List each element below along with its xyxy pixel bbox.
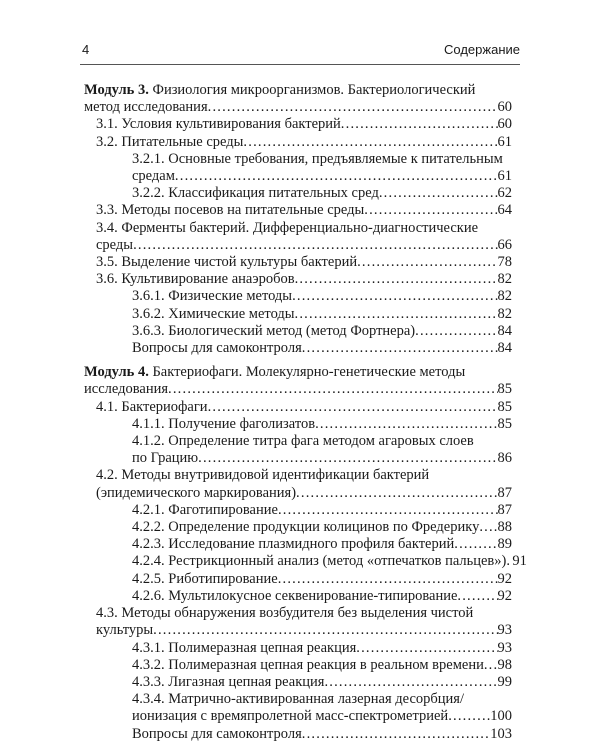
dot-leader — [168, 381, 497, 398]
page-ref: 99 — [497, 673, 512, 690]
toc-entry-line — [96, 254, 512, 271]
toc-entry-title: 4.2.5. Риботипирование — [132, 570, 278, 587]
page-ref: 60 — [497, 116, 512, 133]
toc-entry-title: 4.3.4. Матрично-активированная лазерная десорбция/ — [132, 691, 464, 708]
toc-entry-line — [132, 519, 512, 536]
toc-entry-title: 3.2.2. Классификация питательных сред — [132, 185, 379, 202]
dot-leader — [208, 399, 498, 416]
toc-entry-text — [96, 467, 429, 484]
dot-leader — [479, 519, 497, 536]
toc-entry-line — [132, 416, 512, 433]
toc-entry-line — [132, 657, 512, 674]
toc-subsection-entry — [84, 640, 512, 657]
toc-entry-title: 3.4. Ферменты бактерий. Дифференциально-диагностические — [96, 219, 479, 236]
toc-module-entry — [84, 364, 512, 398]
toc-entry-title: ионизация с времяпролетной масс-спектрометрией — [132, 708, 449, 725]
toc-subsection-entry — [84, 674, 512, 691]
toc-entry-text — [132, 323, 415, 340]
toc-entry-title: 4.2.3. Исследование плазмидного профиля бактерий — [132, 536, 455, 553]
toc-entry-title: по Грацию — [132, 450, 199, 467]
toc-entry-title: средам — [132, 168, 175, 185]
toc-entry-text — [84, 381, 168, 398]
toc-subsection-entry — [84, 416, 512, 433]
toc-entry-line — [132, 588, 512, 605]
page-ref: 84 — [497, 322, 512, 339]
toc-entry-text — [96, 220, 478, 237]
dot-leader — [364, 202, 497, 219]
toc-subsection-entry — [84, 433, 512, 467]
toc-entry-line — [96, 467, 512, 484]
toc-section-entry — [84, 116, 512, 133]
toc-entry-line — [132, 340, 512, 357]
page-ref: 85 — [497, 398, 512, 415]
toc-section-entry — [84, 467, 512, 501]
toc-entry-line — [132, 571, 512, 588]
toc-entry-line — [96, 485, 512, 502]
toc-entry-text — [96, 622, 153, 639]
toc-section-entry — [84, 605, 512, 639]
toc-entry-text — [132, 708, 448, 725]
toc-entry-line — [96, 399, 512, 416]
toc-entry-text — [96, 605, 473, 622]
toc-entry-title: 4.3.3. Лигазная цепная реакция — [132, 673, 325, 690]
dot-leader — [324, 674, 497, 691]
page-ref: 88 — [497, 519, 512, 536]
page-ref: 82 — [497, 305, 512, 322]
dot-leader — [357, 254, 497, 271]
toc-entry-text — [84, 82, 475, 99]
toc-entry-line — [96, 622, 512, 639]
dot-leader — [278, 571, 498, 588]
toc-subsection-entry — [84, 553, 527, 570]
page-ref: 87 — [497, 501, 512, 518]
toc-entry-title: 3.6.3. Биологический метод (метод Фортнера) — [132, 322, 416, 339]
page-ref: 89 — [497, 536, 512, 553]
toc-entry-text — [132, 185, 379, 202]
toc-entry-title: Физиология микроорганизмов. Бактериологический — [148, 82, 476, 98]
dot-leader — [302, 340, 498, 357]
page-ref: 60 — [497, 99, 512, 116]
toc-entry-text — [132, 553, 506, 570]
toc-subsection-entry — [84, 185, 512, 202]
toc-entry-title: (эпидемического маркирования) — [96, 484, 297, 501]
toc-section-entry — [84, 271, 512, 288]
toc-subsection-entry — [84, 340, 512, 357]
dot-leader — [153, 622, 497, 639]
page-ref: 82 — [497, 271, 512, 288]
toc-entry-title: 3.6.1. Физические методы — [132, 288, 293, 305]
toc-entry-line — [96, 220, 512, 237]
page-ref: 62 — [497, 185, 512, 202]
toc-subsection-entry — [84, 657, 512, 674]
toc-entry-text — [132, 306, 295, 323]
toc-entry-text — [132, 691, 464, 708]
dot-leader — [448, 708, 490, 725]
toc-entry-title: 4.1.1. Получение фаголизатов — [132, 415, 316, 432]
toc-entry-text — [132, 151, 503, 168]
table-of-contents — [84, 82, 527, 743]
toc-entry-line — [84, 99, 512, 116]
dot-leader — [315, 416, 497, 433]
page-ref: 85 — [497, 415, 512, 432]
dot-leader — [302, 726, 490, 743]
dot-leader — [356, 640, 497, 657]
toc-entry-line — [84, 364, 512, 381]
toc-entry-title: 4.3. Методы обнаружения возбудителя без выделения чистой — [96, 605, 474, 622]
toc-subsection-entry — [84, 306, 512, 323]
toc-entry-line — [96, 605, 512, 622]
toc-entry-line — [132, 306, 512, 323]
toc-entry-line — [96, 202, 512, 219]
page-ref: 66 — [497, 236, 512, 253]
dot-leader — [484, 657, 498, 674]
toc-entry-line — [132, 433, 512, 450]
toc-entry-line — [132, 151, 512, 168]
toc-entry-line — [132, 708, 512, 725]
toc-subsection-entry — [84, 519, 512, 536]
toc-section-entry — [84, 254, 512, 271]
page-ref: 61 — [497, 168, 512, 185]
dot-leader — [295, 271, 498, 288]
toc-entry-line — [96, 134, 512, 151]
toc-entry-title: 4.2.4. Рестрикционный анализ (метод «отпечатков пальцев») — [132, 553, 507, 570]
toc-entry-line — [132, 674, 512, 691]
dot-leader — [208, 99, 498, 116]
toc-entry-line — [96, 116, 512, 133]
dot-leader — [243, 134, 497, 151]
toc-entry-text — [132, 519, 479, 536]
page-ref: 103 — [490, 725, 512, 742]
toc-entry-title: Вопросы для самоконтроля — [132, 340, 302, 357]
toc-entry-line — [132, 536, 512, 553]
page-ref: 86 — [497, 450, 512, 467]
toc-entry-title: 4.2.2. Определение продукции колицинов по Фредерику — [132, 519, 480, 536]
toc-entry-title: 3.6. Культивирование анаэробов — [96, 271, 295, 288]
page-ref: 98 — [497, 656, 512, 673]
toc-subsection-entry — [84, 536, 512, 553]
toc-entry-title: 4.3.1. Полимеразная цепная реакция — [132, 639, 357, 656]
toc-entry-text — [132, 640, 356, 657]
toc-entry-text — [84, 99, 208, 116]
dot-leader — [295, 306, 498, 323]
toc-entry-text — [84, 364, 465, 381]
toc-entry-text — [132, 450, 198, 467]
toc-module-entry — [84, 82, 512, 116]
toc-entry-text — [132, 502, 278, 519]
page-ref: 78 — [497, 254, 512, 271]
toc-entry-line — [132, 185, 512, 202]
toc-entry-text — [132, 433, 474, 450]
module-label: Модуль 3. — [84, 82, 149, 98]
toc-entry-line — [96, 271, 512, 288]
toc-entry-text — [132, 571, 278, 588]
toc-entry-line — [96, 237, 512, 254]
toc-entry-line — [132, 502, 512, 519]
toc-entry-title: 3.3. Методы посевов на питательные среды — [96, 202, 365, 219]
toc-subsection-entry — [84, 288, 512, 305]
page-ref: 87 — [497, 484, 512, 501]
toc-entry-text — [96, 202, 364, 219]
toc-subsection-entry — [84, 323, 512, 340]
page-ref: 84 — [497, 340, 512, 357]
dot-leader — [133, 237, 497, 254]
dot-leader — [175, 168, 498, 185]
toc-entry-text — [96, 116, 341, 133]
toc-entry-title: метод исследования — [84, 99, 208, 116]
toc-entry-title: культуры — [96, 622, 154, 639]
toc-entry-title: 4.2.1. Фаготипирование — [132, 501, 278, 518]
toc-entry-text — [96, 399, 208, 416]
toc-entry-line — [132, 168, 512, 185]
dot-leader — [292, 288, 497, 305]
toc-entry-text — [96, 271, 295, 288]
dot-leader — [454, 536, 497, 553]
toc-entry-title: 3.1. Условия культивирования бактерий — [96, 116, 341, 133]
dot-leader — [296, 485, 497, 502]
page-number: 4 — [82, 42, 90, 57]
toc-subsection-entry — [84, 588, 512, 605]
toc-entry-title: среды — [96, 236, 134, 253]
page-ref: 93 — [497, 622, 512, 639]
toc-entry-text — [132, 536, 454, 553]
toc-section-entry — [84, 134, 512, 151]
toc-entry-title: 4.2. Методы внутривидовой идентификации бактерий — [96, 467, 430, 484]
toc-entry-text — [96, 485, 296, 502]
toc-entry-title: 3.6.2. Химические методы — [132, 305, 295, 322]
header-rule — [80, 64, 520, 65]
toc-entry-text — [132, 340, 302, 357]
toc-entry-text — [132, 288, 292, 305]
toc-entry-title: 4.1.2. Определение титра фага методом агаровых слоев — [132, 433, 474, 450]
page-ref: 93 — [497, 639, 512, 656]
toc-entry-line — [84, 82, 512, 99]
page-ref: 92 — [497, 570, 512, 587]
toc-entry-text — [132, 588, 457, 605]
page-ref: 82 — [497, 288, 512, 305]
toc-entry-title: Вопросы для самоконтроля — [132, 725, 302, 742]
toc-entry-text — [132, 726, 302, 743]
toc-entry-text — [132, 416, 315, 433]
toc-entry-text — [132, 657, 484, 674]
toc-entry-title: исследования — [84, 381, 169, 398]
toc-entry-text — [96, 254, 357, 271]
toc-entry-title: 3.2. Питательные среды — [96, 133, 244, 150]
toc-section-entry — [84, 399, 512, 416]
page-header — [80, 42, 520, 62]
toc-subsection-entry — [84, 691, 512, 725]
toc-section-entry — [84, 202, 512, 219]
dot-leader — [278, 502, 498, 519]
page-ref: 91 — [512, 553, 527, 570]
toc-subsection-entry — [84, 151, 512, 185]
page-ref: 92 — [497, 587, 512, 604]
toc-entry-text — [132, 674, 324, 691]
toc-entry-line — [132, 450, 512, 467]
toc-entry-line — [132, 323, 512, 340]
toc-entry-title: 3.2.1. Основные требования, предъявляемые к питательным — [132, 150, 503, 167]
toc-subsection-entry — [84, 502, 512, 519]
dot-leader — [457, 588, 497, 605]
page-ref: 85 — [497, 381, 512, 398]
dot-leader — [198, 450, 497, 467]
dot-leader — [415, 323, 497, 340]
toc-subsection-entry — [84, 726, 512, 743]
toc-entry-text — [132, 168, 175, 185]
toc-entry-line — [132, 553, 527, 570]
toc-entry-line — [132, 726, 512, 743]
dot-leader — [379, 185, 498, 202]
dot-leader — [341, 116, 498, 133]
toc-entry-title: Бактериофаги. Молекулярно-генетические методы — [148, 364, 466, 381]
toc-section-entry — [84, 220, 512, 254]
toc-subsection-entry — [84, 571, 512, 588]
toc-entry-text — [96, 134, 243, 151]
toc-entry-title: 4.3.2. Полимеразная цепная реакция в реальном времени — [132, 656, 484, 673]
toc-entry-line — [132, 640, 512, 657]
toc-entry-title: 4.1. Бактериофаги — [96, 398, 208, 415]
toc-entry-title: 4.2.6. Мультилокусное секвенирование-типирование — [132, 587, 458, 604]
toc-entry-title: 3.5. Выделение чистой культуры бактерий — [96, 254, 358, 271]
toc-entry-line — [84, 381, 512, 398]
toc-entry-text — [96, 237, 133, 254]
toc-entry-line — [132, 288, 512, 305]
page-ref: 61 — [497, 133, 512, 150]
page-ref: 64 — [497, 202, 512, 219]
section-title: Содержание — [444, 42, 520, 57]
toc-entry-line — [132, 691, 512, 708]
page-ref: 100 — [490, 708, 512, 725]
module-label: Модуль 4. — [84, 364, 149, 381]
